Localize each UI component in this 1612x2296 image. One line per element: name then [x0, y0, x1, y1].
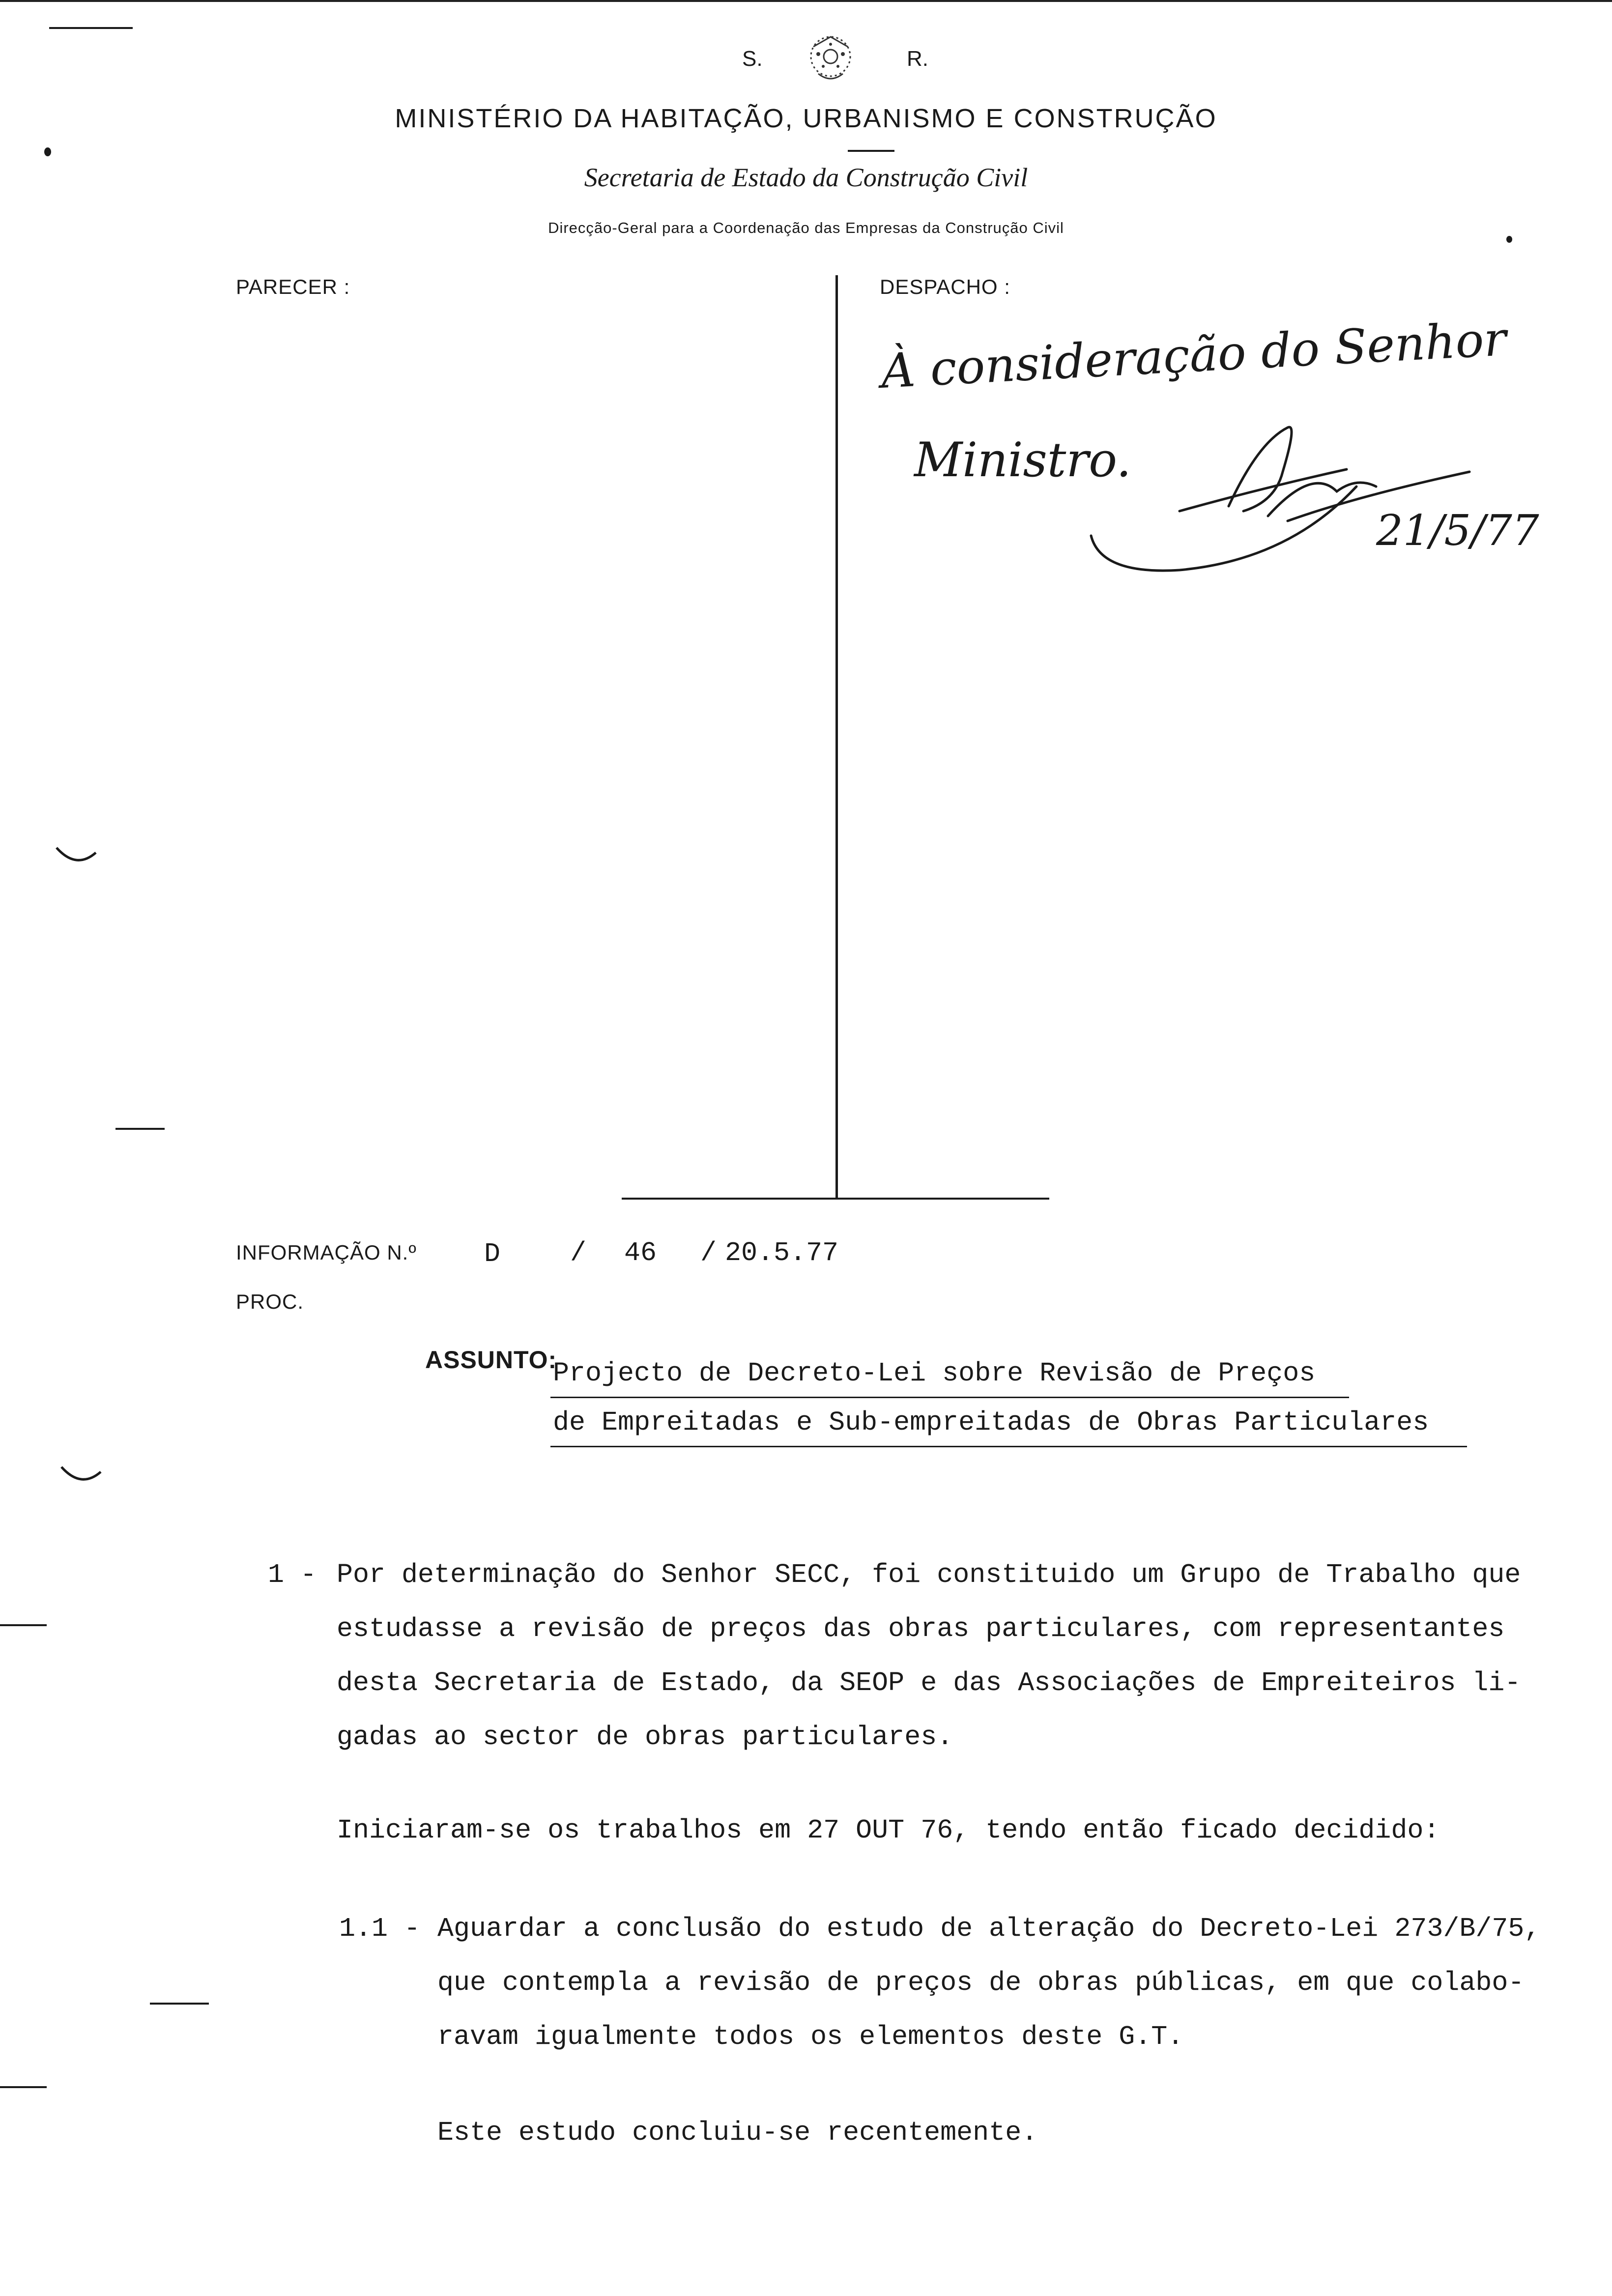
assunto-line1: Projecto de Decreto-Lei sobre Revisão de Preços [553, 1358, 1316, 1389]
scan-mark [49, 27, 133, 29]
secretaria-title: Secretaria de Estado da Construção Civil [584, 163, 1028, 192]
handwritten-signature [1081, 413, 1524, 590]
parecer-label: PARECER : [236, 275, 350, 298]
paragraph-1-line: desta Secretaria de Estado, da SEOP e das Associações de Empreiteiros li- [337, 1667, 1521, 1698]
informacao-label: INFORMAÇÃO N.º [236, 1241, 417, 1264]
paragraph-1-line: Por determinação do Senhor SECC, foi constituido um Grupo de Trabalho que [337, 1559, 1521, 1590]
paragraph-1-1-line: Aguardar a conclusão do estudo de alteração do Decreto-Lei 273/B/75, [437, 1913, 1541, 1944]
despacho-handwritten-line1: À consideração do Senhor [880, 311, 1508, 399]
paragraph-1-line: gadas ao sector de obras particulares. [337, 1722, 953, 1752]
assunto-underline2 [550, 1446, 1467, 1447]
paragraph-1-1-line: ravam igualmente todos os elementos deste G.T. [437, 2021, 1184, 2052]
despacho-handwritten-date: 21/5/77 [1376, 506, 1539, 555]
scan-curve-mark [54, 845, 98, 867]
informacao-date: 20.5.77 [725, 1237, 839, 1268]
scan-mark [115, 1128, 165, 1130]
scan-mark [0, 1624, 47, 1626]
seal-right-letter: R. [907, 47, 928, 71]
box-bottom-rule [622, 1198, 1049, 1200]
paragraph-final: Este estudo concluiu-se recentemente. [437, 2117, 1038, 2148]
paragraph-1-line: estudasse a revisão de preços das obras particulares, com representantes [337, 1613, 1505, 1644]
seal-left-letter: S. [742, 47, 763, 71]
assunto-line2: de Empreitadas e Sub-empreitadas de Obras Particulares [553, 1407, 1429, 1438]
column-divider [835, 275, 838, 1199]
paragraph-1-1-line: que contempla a revisão de preços de obras públicas, em que colabo- [437, 1967, 1525, 1998]
top-scan-edge [0, 0, 1612, 2]
paragraph-2: Iniciaram-se os trabalhos em 27 OUT 76, tendo então ficado decidido: [337, 1815, 1440, 1846]
scan-dot [44, 147, 51, 156]
assunto-label: ASSUNTO: [425, 1346, 557, 1374]
scan-mark [0, 2086, 47, 2088]
proc-label: PROC. [236, 1290, 304, 1313]
seal-emblem [784, 27, 877, 91]
ministry-title: MINISTÉRIO DA HABITAÇÃO, URBANISMO E CONSTRUÇÃO [395, 104, 1217, 133]
informacao-number: 46 [624, 1237, 657, 1268]
paragraph-1-1-number: 1.1 - [339, 1913, 421, 1944]
paragraph-1-number: 1 - [268, 1559, 317, 1590]
header-divider [848, 150, 894, 152]
scan-curve-mark [59, 1464, 103, 1487]
informacao-sep1: / [570, 1237, 587, 1268]
scan-mark [150, 2003, 209, 2005]
despacho-handwritten-line2: Ministro. [914, 432, 1131, 488]
informacao-letter: D [484, 1238, 501, 1269]
direccao-title: Direcção-Geral para a Coordenação das Empresas da Construção Civil [548, 219, 1064, 236]
despacho-label: DESPACHO : [880, 275, 1010, 298]
scan-dot [1506, 236, 1512, 243]
informacao-sep2: / [700, 1237, 717, 1268]
